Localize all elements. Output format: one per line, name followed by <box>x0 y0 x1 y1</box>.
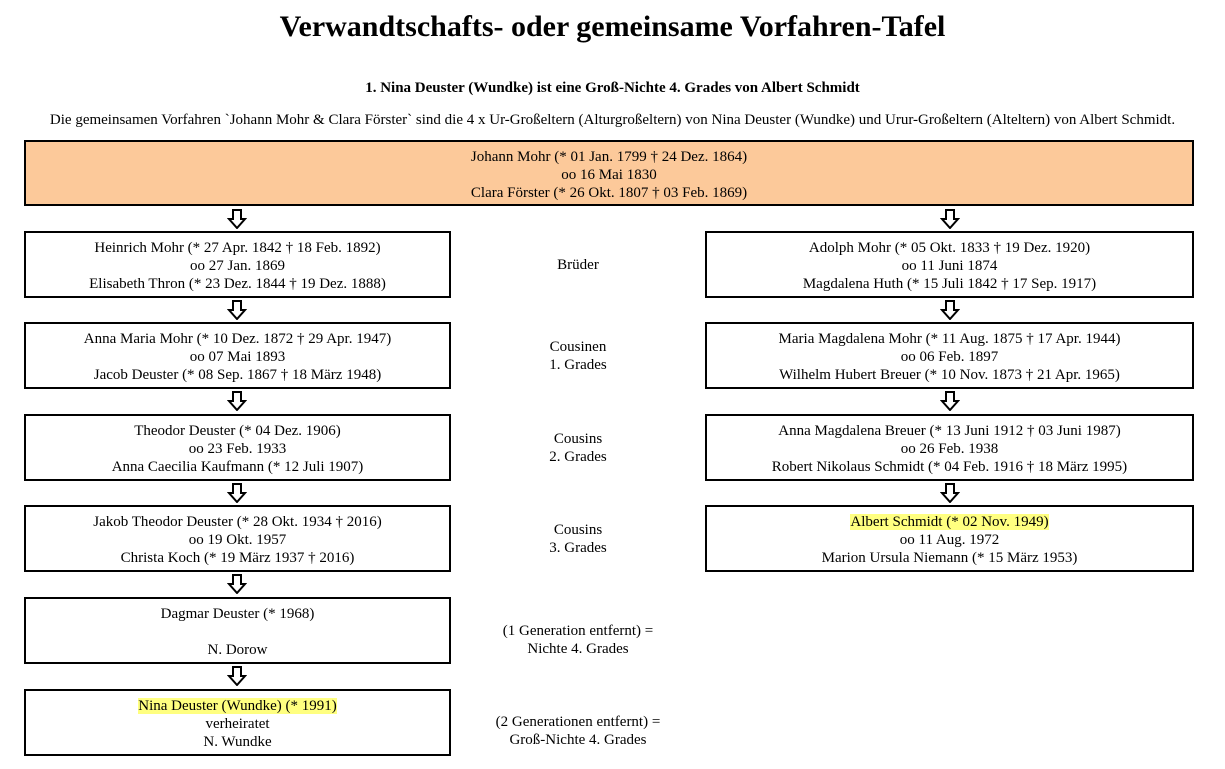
person-line-1: Heinrich Mohr (* 27 Apr. 1842 † 18 Feb. 1892) <box>94 240 381 256</box>
relation-line-1: Cousinen <box>549 339 607 355</box>
left-person-box-2 <box>24 322 451 389</box>
person-line-1: Maria Magdalena Mohr (* 11 Aug. 1875 † 17 Apr. 1944) <box>778 331 1121 347</box>
ancestor-line-1: Johann Mohr (* 01 Jan. 1799 † 24 Dez. 1864) <box>470 149 748 165</box>
person-line-3: Elisabeth Thron (* 23 Dez. 1844 † 19 Dez. 1888) <box>89 276 386 292</box>
down-arrow-icon <box>940 209 960 229</box>
down-arrow-icon <box>227 666 247 686</box>
person-line-1: Adolph Mohr (* 05 Okt. 1833 † 19 Dez. 1920) <box>808 240 1091 256</box>
person-line-3: N. Wundke <box>203 734 272 750</box>
relation-line-1: Cousins <box>553 522 603 538</box>
relation-line-1: Cousins <box>553 431 603 447</box>
highlighted-person: Nina Deuster (Wundke) (* 1991) <box>138 698 337 714</box>
person-line-3: Jacob Deuster (* 08 Sep. 1867 † 18 März 1948) <box>93 367 382 383</box>
relation-label-2 <box>468 338 688 374</box>
person-line-2: oo 27 Jan. 1869 <box>190 258 285 274</box>
person-line-1: Anna Magdalena Breuer (* 13 Juni 1912 † 03 Juni 1987) <box>778 423 1121 439</box>
down-arrow-icon <box>940 483 960 503</box>
left-person-box-6 <box>24 689 451 756</box>
relation-label-3 <box>468 430 688 466</box>
right-person-box-3 <box>705 414 1194 481</box>
person-line-1: Dagmar Deuster (* 1968) <box>160 606 315 622</box>
down-arrow-icon <box>227 391 247 411</box>
relationship-subtitle: 1. Nina Deuster (Wundke) ist eine Groß-Nichte 4. Grades von Albert Schmidt <box>365 80 860 96</box>
person-line-2: oo 11 Aug. 1972 <box>899 532 1000 548</box>
person-line-3: Robert Nikolaus Schmidt (* 04 Feb. 1916 † 18 März 1995) <box>771 459 1128 475</box>
ancestor-line-3: Clara Förster (* 26 Okt. 1807 † 03 Feb. 1869) <box>470 185 748 201</box>
relation-line-2: Nichte 4. Grades <box>527 641 629 657</box>
person-line-3: N. Dorow <box>207 642 268 658</box>
relation-label-6 <box>468 713 688 749</box>
person-line-2: oo 06 Feb. 1897 <box>900 349 999 365</box>
right-person-box-4 <box>705 505 1194 572</box>
person-line-2: oo 07 Mai 1893 <box>189 349 286 365</box>
person-line-2: oo 11 Juni 1874 <box>901 258 998 274</box>
person-line-2: oo 23 Feb. 1933 <box>188 441 287 457</box>
person-line-2: verheiratet <box>205 716 270 732</box>
person-line-1: Anna Maria Mohr (* 10 Dez. 1872 † 29 Apr. 1947) <box>83 331 392 347</box>
relation-line-1: (1 Generation entfernt) = <box>502 623 654 639</box>
left-person-box-5 <box>24 597 451 664</box>
relation-line-2: 2. Grades <box>549 449 607 465</box>
person-line-3: Christa Koch (* 19 März 1937 † 2016) <box>120 550 355 566</box>
person-line-3: Anna Caecilia Kaufmann (* 12 Juli 1907) <box>111 459 364 475</box>
common-ancestors-box <box>24 140 1194 206</box>
person-line-3: Wilhelm Hubert Breuer (* 10 Nov. 1873 † 21 Apr. 1965) <box>779 367 1120 383</box>
relation-line-2: 3. Grades <box>549 540 607 556</box>
relation-label-1 <box>468 256 688 274</box>
person-line-3: Magdalena Huth (* 15 Juli 1842 † 17 Sep. 1917) <box>802 276 1097 292</box>
left-person-box-3 <box>24 414 451 481</box>
down-arrow-icon <box>227 483 247 503</box>
left-person-box-1 <box>24 231 451 298</box>
relation-line-1: Brüder <box>557 257 599 273</box>
person-line-3: Marion Ursula Niemann (* 15 März 1953) <box>821 550 1078 566</box>
relation-line-2: 1. Grades <box>549 357 607 373</box>
relation-line-1: (2 Generationen entfernt) = <box>495 714 661 730</box>
page-title: Verwandtschafts- oder gemeinsame Vorfahren-Tafel <box>279 10 946 43</box>
right-person-box-2 <box>705 322 1194 389</box>
relationship-description: Die gemeinsamen Vorfahren `Johann Mohr & Clara Förster` sind die 4 x Ur-Großeltern (Alturgroßeltern) von Nina Deuster (Wundke) und Urur-Großeltern (Alteltern) von Albert Schmidt. <box>49 112 1176 128</box>
right-person-box-1 <box>705 231 1194 298</box>
down-arrow-icon <box>940 391 960 411</box>
relation-label-4 <box>468 521 688 557</box>
ancestor-line-2: oo 16 Mai 1830 <box>561 167 657 183</box>
down-arrow-icon <box>940 300 960 320</box>
person-line-2: oo 26 Feb. 1938 <box>900 441 999 457</box>
person-line-1: Jakob Theodor Deuster (* 28 Okt. 1934 † 2016) <box>93 514 382 530</box>
person-line-2: oo 19 Okt. 1957 <box>188 532 287 548</box>
person-line-2 <box>26 623 449 641</box>
relation-line-2: Groß-Nichte 4. Grades <box>509 732 647 748</box>
person-line-1: Theodor Deuster (* 04 Dez. 1906) <box>134 423 341 439</box>
down-arrow-icon <box>227 574 247 594</box>
left-person-box-4 <box>24 505 451 572</box>
down-arrow-icon <box>227 209 247 229</box>
relation-label-5 <box>468 622 688 658</box>
highlighted-person: Albert Schmidt (* 02 Nov. 1949) <box>850 514 1049 530</box>
down-arrow-icon <box>227 300 247 320</box>
